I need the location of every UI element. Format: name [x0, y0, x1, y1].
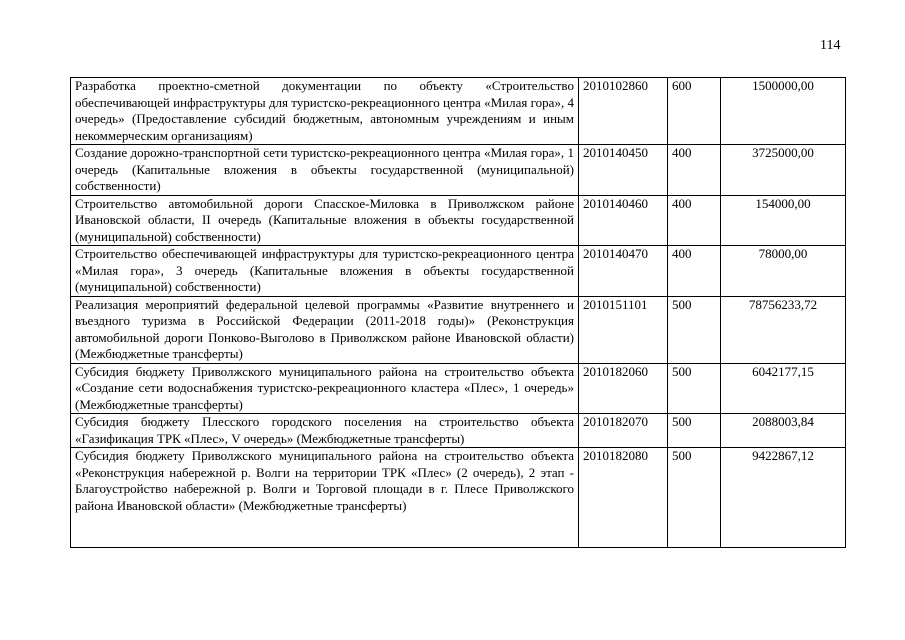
target-code: 2010182060 — [579, 363, 668, 414]
table-row — [71, 246, 846, 297]
table-row — [71, 195, 846, 246]
target-code: 2010102860 — [579, 78, 668, 145]
target-code: 2010140450 — [579, 145, 668, 196]
expense-type: 500 — [668, 296, 721, 363]
budget-table — [70, 77, 846, 548]
table-row — [71, 145, 846, 196]
table-row — [71, 414, 846, 448]
item-name: Субсидия бюджету Приволжского муниципального района на строительство объекта «Реконструкция набережной р. Волги на территории ТРК «Плес» (2 очередь), 2 этап - Благоустройство набережной р. Волги и Торговой площади в г. Плесе Приволжского района Ивановской области» (Межбюджетные трансферты) — [71, 448, 579, 548]
expense-type: 600 — [668, 78, 721, 145]
table-row — [71, 296, 846, 363]
table-row — [71, 363, 846, 414]
table-row — [71, 448, 846, 548]
expense-type: 500 — [668, 363, 721, 414]
target-code: 2010182070 — [579, 414, 668, 448]
item-name: Создание дорожно-транспортной сети туристско-рекреационного центра «Милая гора», 1 очередь (Капитальные вложения в объекты государственной (муниципальной) собственности) — [71, 145, 579, 196]
table-row — [71, 78, 846, 145]
target-code: 2010140470 — [579, 246, 668, 297]
target-code: 2010151101 — [579, 296, 668, 363]
amount: 78000,00 — [721, 246, 846, 297]
item-name: Реализация мероприятий федеральной целевой программы «Развитие внутреннего и въездного туризма в Российской Федерации (2011-2018 годы)» (Реконструкция автомобильной дороги Понково-Выголово в Приволжском районе Ивановской области) (Межбюджетные трансферты) — [71, 296, 579, 363]
item-name: Строительство автомобильной дороги Спасское-Миловка в Приволжском районе Ивановской области, II очередь (Капитальные вложения в объекты государственной (муниципальной) собственности) — [71, 195, 579, 246]
expense-type: 400 — [668, 195, 721, 246]
target-code: 2010182080 — [579, 448, 668, 548]
target-code: 2010140460 — [579, 195, 668, 246]
amount: 1500000,00 — [721, 78, 846, 145]
page-number: 114 — [820, 38, 841, 53]
expense-type: 400 — [668, 145, 721, 196]
amount: 154000,00 — [721, 195, 846, 246]
amount: 78756233,72 — [721, 296, 846, 363]
expense-type: 500 — [668, 414, 721, 448]
item-name: Разработка проектно-сметной документации по объекту «Строительство обеспечивающей инфраструктуры для туристско-рекреационного центра «Милая гора», 4 очередь» (Предоставление субсидий бюджетным, автономным учреждениям и иным некоммерческим организациям) — [71, 78, 579, 145]
item-name: Субсидия бюджету Плесского городского поселения на строительство объекта «Газификация ТРК «Плес», V очередь» (Межбюджетные трансферты) — [71, 414, 579, 448]
amount: 9422867,12 — [721, 448, 846, 548]
amount: 2088003,84 — [721, 414, 846, 448]
expense-type: 400 — [668, 246, 721, 297]
item-name: Строительство обеспечивающей инфраструктуры для туристско-рекреационного центра «Милая гора», 3 очередь (Капитальные вложения в объекты государственной (муниципальной) собственности) — [71, 246, 579, 297]
expense-type: 500 — [668, 448, 721, 548]
amount: 3725000,00 — [721, 145, 846, 196]
amount: 6042177,15 — [721, 363, 846, 414]
item-name: Субсидия бюджету Приволжского муниципального района на строительство объекта «Создание сети водоснабжения туристско-рекреационного кластера «Плес», 1 очередь» (Межбюджетные трансферты) — [71, 363, 579, 414]
